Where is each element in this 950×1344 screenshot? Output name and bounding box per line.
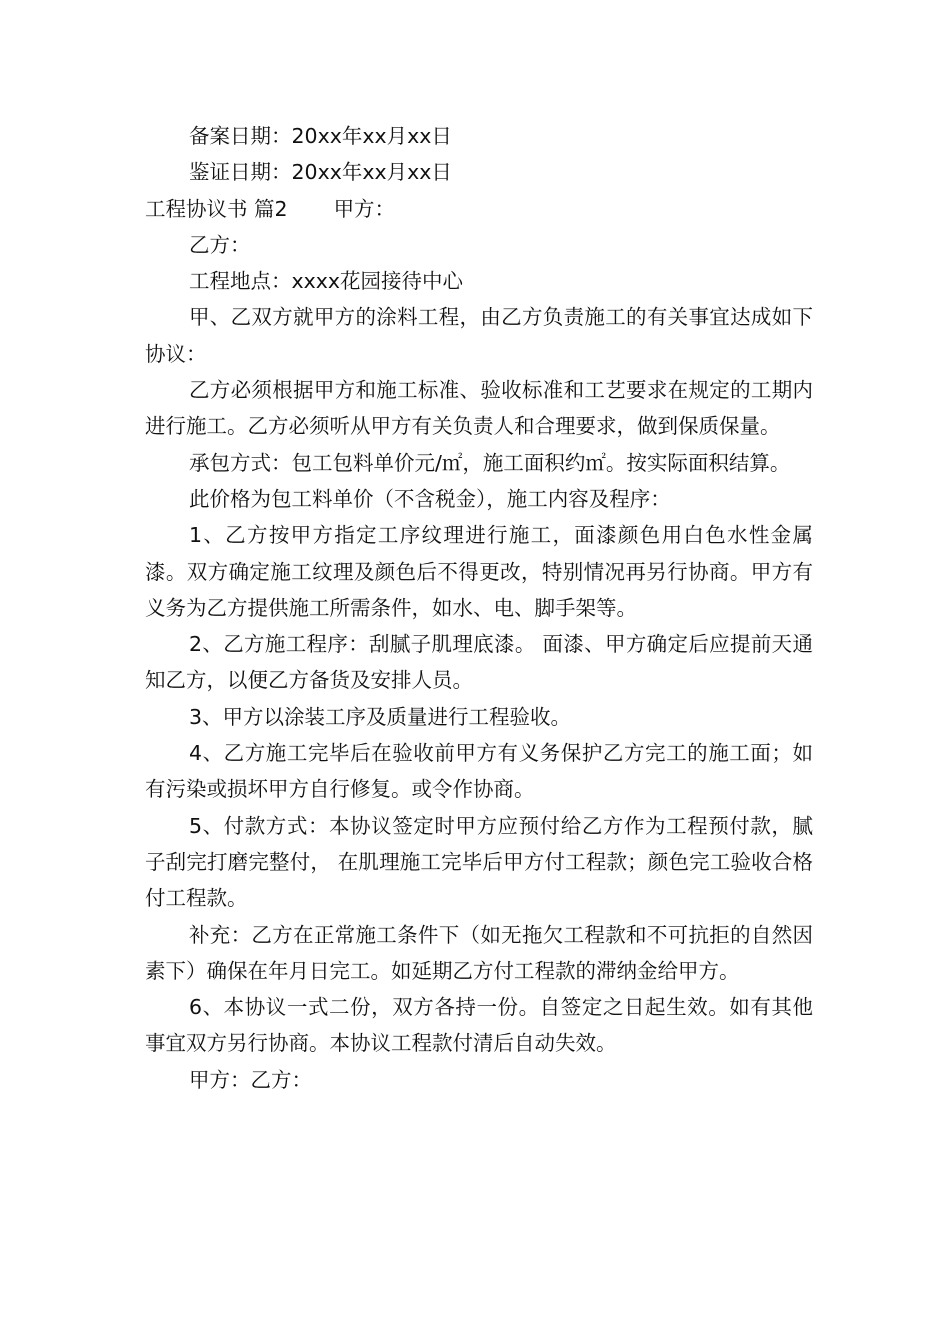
paragraph: 补充：乙方在正常施工条件下（如无拖欠工程款和不可抗拒的自然因素下）确保在年月日完工。如延期乙方付工程款的滞纳金给甲方。 (145, 922, 813, 983)
project-location: 工程地点：xxxx花园接待中心 (189, 269, 464, 294)
section-heading-line (145, 191, 813, 227)
paragraph: 4、乙方施工完毕后在验收前甲方有义务保护乙方完工的施工面；如有污染或损坏甲方自行修复。或令作协商。 (145, 741, 813, 802)
paragraph: 5、付款方式：本协议签定时甲方应预付给乙方作为工程预付款，腻子刮完打磨完整付， 在肌理施工完毕后甲方付工程款；颜色完工验收合格付工程款。 (145, 813, 813, 911)
paragraph: 此价格为包工料单价（不含税金），施工内容及程序： (189, 486, 671, 511)
party-b-label: 乙方： (189, 232, 251, 257)
filing-date: 备案日期：20xx年xx月xx日 (189, 124, 452, 148)
paragraph: 1、乙方按甲方指定工序纹理进行施工，面漆颜色用白色水性金属漆。双方确定施工纹理及颜色后不得更改，特别情况再另行协商。甲方有义务为乙方提供施工所需条件，如水、电、脚手架等。 (145, 523, 813, 620)
document-body (145, 118, 813, 1098)
paragraph: 乙方必须根据甲方和施工标准、验收标准和工艺要求在规定的工期内进行施工。乙方必须听从甲方有关负责人和合理要求，做到保质保量。 (145, 378, 813, 439)
paragraph: 甲、乙双方就甲方的涂料工程，由乙方负责施工的有关事宜达成如下协议： (145, 305, 813, 366)
paragraph: 3、甲方以涂装工序及质量进行工程验收。 (189, 704, 572, 729)
signature-line: 甲方：乙方： (189, 1067, 312, 1092)
section-heading: 工程协议书 篇2 (145, 196, 288, 221)
verification-date: 鉴证日期：20xx年xx月xx日 (189, 160, 452, 185)
party-a-label: 甲方： (333, 196, 396, 221)
paragraph: 2、乙方施工程序：刮腻子肌理底漆。 面漆、甲方确定后应提前天通知乙方，以便乙方备货及安排人员。 (145, 632, 813, 693)
paragraph: 承包方式：包工包料单价元/㎡，施工面积约㎡。按实际面积结算。 (189, 450, 791, 475)
paragraph: 6、本协议一式二份，双方各持一份。自签定之日起生效。如有其他事宜双方另行协商。本协议工程款付清后自动失效。 (145, 995, 813, 1056)
